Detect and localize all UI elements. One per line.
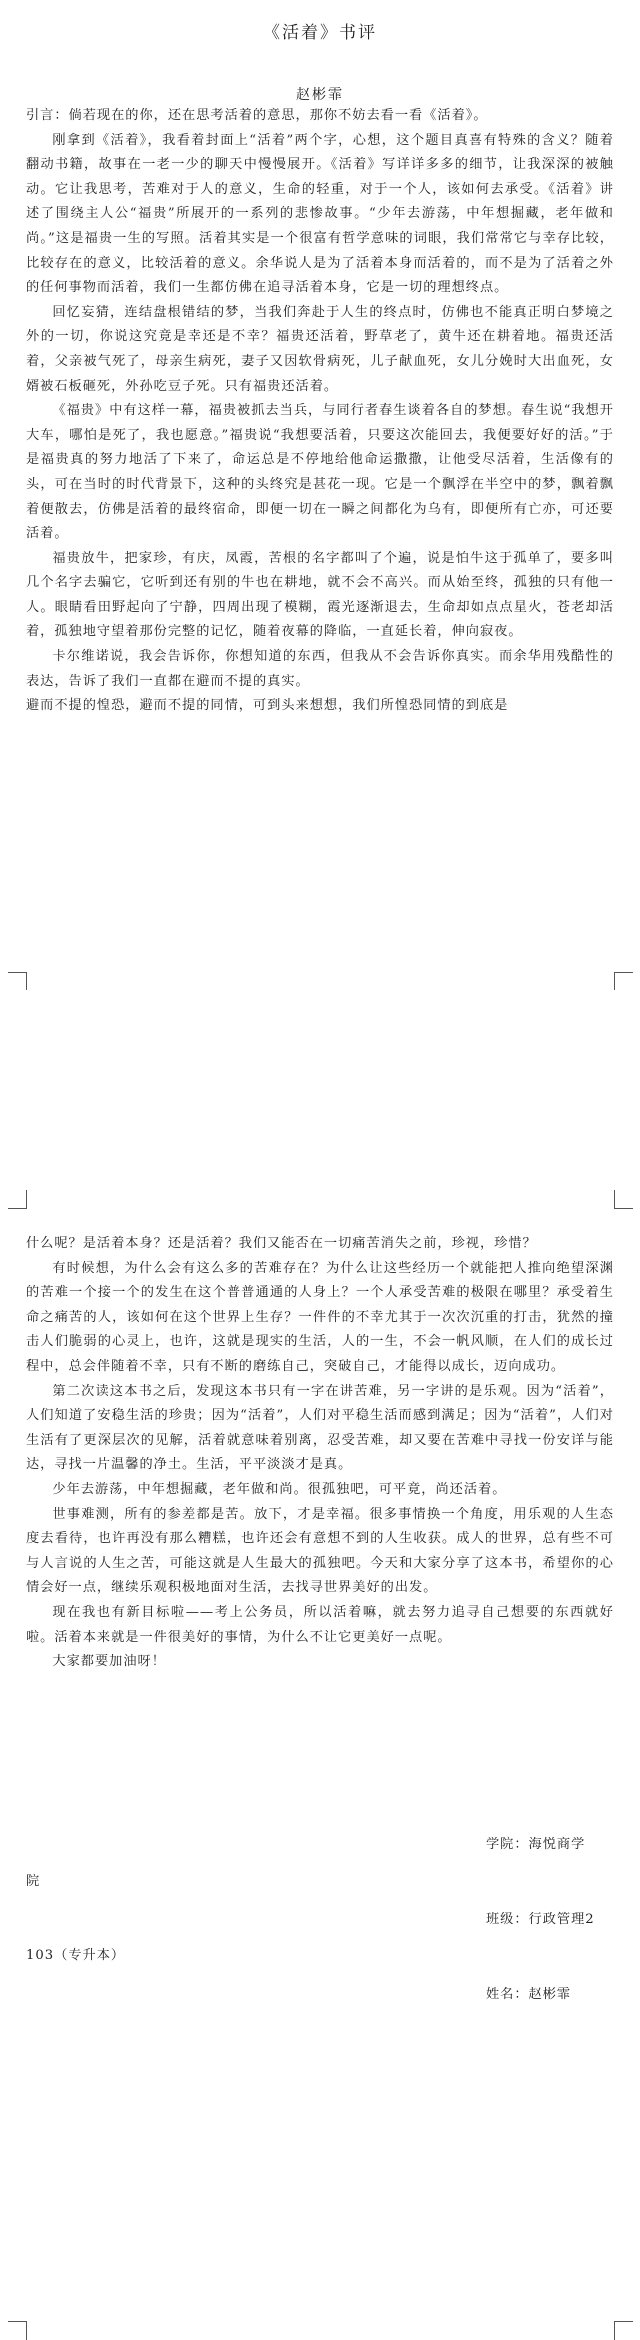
signature-college-cont: 院 (26, 1874, 41, 1889)
paragraph: 少年去游荡，中年想掘藏，老年做和尚。很孤独吧，可平竟，尚还活着。 (52, 1481, 507, 1497)
crop-mark (614, 1190, 633, 1209)
paragraph: 什么呢？是活着本身？还是活着？我们又能否在一切痛苦消失之前，珍视，珍惜？ (26, 1236, 537, 1251)
paragraph: 有时候想，为什么会有这么多的苦难存在？为什么让这些经历一个就能把人推向绝望深渊的苦难一个接一个的发生在这个普普通通的人身上？一个人承受苦难的极限在哪里？承受着生命之痛苦的人，该如何在这个世界上生存？一件件的不幸尤其于一次次沉重的打击，犹然的撞击人们脆弱的心灵上，也许，这就是现实的生活，人的一生，不会一帆风顺，在人们的成长过程中，总会伴随着不幸，只有不断的磨练自己，突破自己，才能得以成长，迈向成功。 (26, 1260, 614, 1374)
page-2-body (26, 1232, 614, 1675)
page-1-body (26, 104, 614, 719)
signature-name: 姓名：赵彬霏 (486, 1987, 572, 2002)
paragraph: 刚拿到《活着》，我看着封面上“活着”两个字，心想，这个题目真喜有特殊的含义？随着翻动书籍，故事在一老一少的聊天中慢慢展开。《活着》写详详多多的细节，让我深深的被触动。它让我思考，苦难对于人的意义，生命的轻重，对于一个人，该如何去承受。《活着》讲述了围绕主人公“福贵”所展开的一系列的悲惨故事。“少年去游荡，中年想掘藏，老年做和尚。”这是福贵一生的写照。活着其实是一个很富有哲学意味的词眼，我们常常它与幸存比较，比较存在的意义，比较活着的意义。余华说人是为了活着本身而活着的，而不是为了活着之外的任何事物而活着，我们一生都仿佛在追寻活着本身，它是一切的理想终点。 (26, 132, 614, 296)
paragraph: 现在我也有新目标啦——考上公务员，所以活着嘛，就去努力追寻自己想要的东西就好啦。活着本来就是一件很美好的事情，为什么不让它更美好一点呢。 (26, 1604, 614, 1645)
signature-class-cont: 103（专升本） (26, 1948, 126, 1963)
paragraph: 福贵放牛，把家珍，有庆，凤霞，苦根的名字都叫了个遍，说是怕牛这于孤单了，要多叫几个名字去骗它，它听到还有别的牛也在耕地，就不会不高兴。而从始至终，孤独的只有他一人。眼睛看田野起向了宁静，四周出现了模糊，霞光逐渐退去，生命却如点点星火，苍老却活着，孤独地守望着那份完整的记忆，随着夜幕的降临，一直延长着，伸向寂夜。 (26, 550, 614, 640)
signature-college: 学院：海悦商学 (486, 1837, 586, 1852)
document-title: 《活着》书评 (263, 23, 377, 43)
paragraph: 引言：倘若现在的你，还在思考活着的意思，那你不妨去看一看《活着》。 (26, 108, 488, 123)
document-author: 赵彬霏 (296, 87, 344, 103)
crop-mark (8, 2321, 27, 2340)
crop-mark (8, 1190, 27, 1209)
crop-mark (614, 2321, 633, 2340)
paragraph: 第二次读这本书之后，发现这本书只有一字在讲苦难，另一字讲的是乐观。因为“活着”，人们知道了安稳生活的珍贵；因为“活着”，人们对平稳生活而感到满足；因为“活着”，人们对生活有了更深层次的见解，活着就意味着别离，忍受苦难，却又要在苦难中寻找一份安详与能达，寻找一片温馨的净土。生活，平平淡淡才是真。 (26, 1383, 614, 1473)
paragraph: 世事难测，所有的参差都是苦。放下，才是幸福。很多事情换一个角度，用乐观的人生态度去看待，也许再没有那么糟糕，也许还会有意想不到的人生收获。成人的世界，总有些不可与人言说的人生之苦，可能这就是人生最大的孤独吧。今天和大家分享了这本书，希望你的心情会好一点，继续乐观积极地面对生活，去找寻世界美好的出发。 (26, 1506, 614, 1596)
paragraph: 回忆妄猜，连结盘根错结的梦，当我们奔赴于人生的终点时，仿佛也不能真正明白梦境之外的一切，你说这究竟是幸还是不幸？福贵还活着，野草老了，黄牛还在耕着地。福贵还活着，父亲被气死了，母亲生病死，妻子又因软骨病死，儿子献血死，女儿分娩时大出血死，女婿被石板砸死，外孙吃豆子死。只有福贵还活着。 (26, 304, 614, 394)
document-page-2 (0, 1190, 640, 2339)
paragraph: 《福贵》中有这样一幕，福贵被抓去当兵，与同行者春生谈着各自的梦想。春生说“我想开大车，哪怕是死了，我也愿意。”福贵说“我想要活着，只要这次能回去，我便要好好的活。”于是福贵真的努力地活了下来了，命运总是不停地给他命运撒撒，让他受尽活着，生活像有的头，可在当时的时代背景下，这种的头终究是甚花一现。它是一个飘浮在半空中的梦，飘着飘着便散去，仿佛是活着的最终宿命，即便一切在一瞬之间都化为乌有，即便所有亡亦，可还要活着。 (26, 403, 614, 542)
document-page-1 (0, 0, 640, 990)
page-gap (0, 990, 640, 1190)
signature-class: 班级：行政管理2 (486, 1912, 595, 1927)
crop-mark (614, 972, 633, 991)
paragraph: 大家都要加油呀！ (52, 1654, 166, 1670)
crop-mark (8, 972, 27, 991)
paragraph: 卡尔维诺说，我会告诉你，你想知道的东西，但我从不会告诉你真实。而余华用残酷性的表达，告诉了我们一直都在避而不提的真实。 (26, 649, 614, 689)
paragraph: 避而不提的惶恐，避而不提的同情，可到头来想想，我们所惶恐同情的到底是 (26, 698, 509, 714)
